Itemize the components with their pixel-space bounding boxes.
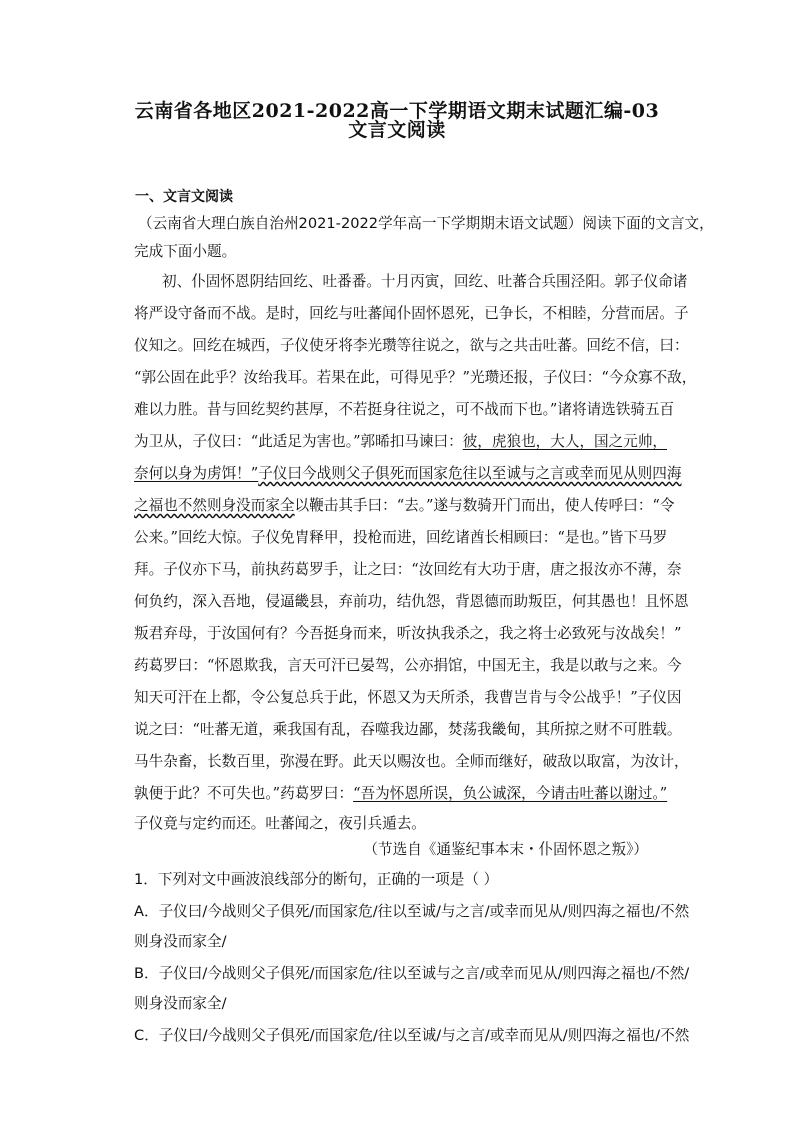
passage-line-4: “郭公固在此乎？汝绐我耳。若果在此，可得见乎？”光瓒还报，子仪曰：“今众寡不敌， — [134, 369, 697, 386]
passage-line-15: 说之曰：“吐蕃无道，乘我国有乱，吞噬我边鄙，焚荡我畿甸，其所掠之财不可胜载。 — [134, 721, 682, 738]
option-a-line-1: A．子仪曰/今战则父子俱死/而国家危/往以至诚/与之言/或幸而见从/则四海之福也/不然 — [134, 903, 690, 920]
underlined-quote-1: 彼，虎狼也，大人，国之元帅， — [462, 433, 668, 450]
passage-line-5: 难以力胜。昔与回纥契约甚厚，不若挺身往说之，可不战而下也。”诸将请选铁骑五百 — [134, 401, 675, 418]
underlined-quote-3: “吾为怀恩所误，负公诚深，今请击吐蕃以谢过。” — [353, 785, 668, 802]
doc-title-line1: 云南省各地区2021-2022高一下学期语文期末试题汇编-03 — [134, 100, 660, 122]
passage-line-9: 公来。”回纥大惊。子仪免胄释甲，投枪而进，回纥诸酋长相顾曰：“是也。”皆下马罗 — [134, 529, 668, 546]
document-page: 云南省各地区2021-2022高一下学期语文期末试题汇编-03 文言文阅读 一、文言文阅读 （云南省大理白族自治州2021-2022学年高一下学期期末语文试题）阅读下面的文言文， 完成下面小题。 初、仆固怀恩阴结回纥、吐番番。十月丙寅，回纥、吐蕃合兵围泾阳。郭子仪命诸 将严设守备而不战。是时，回纥与吐蕃闻仆固怀恩死，已争长，不相睦，分营而居。子 仪知之。回纥在城西，子仪使牙将李光瓒等往说之，欲与之共击吐蕃。回纥不信，曰： “郭公固在此乎？汝绐我耳。若果在此，可得见乎？”光瓒还报，子仪曰：“今众寡不敌， 难以力胜。昔与回纥契约甚厚，不若挺身往说之，可不战而下也。”诸将请选铁骑五百 为卫从，子仪曰：“此适足为害也。”郭晞扣马谏曰：彼，虎狼也，大人，国之元帅， 奈何以身为虏饵！”子仪曰今战则父子俱死而国家危往以至诚与之言或幸而见从则四海 之福也不然则身没而家全以鞭击其手曰：“去。”遂与数骑开门而出，使人传呼曰：“令 公来。”回纥大惊。子仪免胄释甲，投枪而进，回纥诸酋长相顾曰：“是也。”皆下马罗 拜。子仪亦下马，前执药葛罗手，让之曰：“汝回纥有大功于唐，唐之报汝亦不薄，奈 何负约，深入吾地，侵逼畿县，弃前功，结仇怨，背恩德而助叛臣，何其愚也！且怀恩 叛君弃母，于汝国何有？今吾挺身而来，听汝执我杀之，我之将士必致死与汝战矣！” 药葛罗曰：“怀恩欺我，言天可汗已晏驾，公亦捐馆，中国无主，我是以敢与之来。今 知天可汗在上都，令公复总兵于此，怀恩又为天所杀，我曹岂肯与令公战乎！”子仪因 说之曰：“吐蕃无道，乘我国有乱，吞噬我边鄙，焚荡我畿甸，其所掠之财不可胜载。 马牛杂畜，长数百里，弥漫在野。此天以赐汝也。全师而继好，破敌以取富，为汝计， 孰便于此？不可失也。”药葛罗曰：“吾为怀恩所误，负公诚深，今请击吐蕃以谢过。” 子仪竟与定约而还。吐蕃闻之，夜引兵遁去。 （节选自《通鉴纪事本末・仆固怀恩之叛》） 1．下列对文中画波浪线部分的断句，正确的一项是（ ） A．子仪曰/今战则父子俱死/而国家危/往以至诚/与之言/或幸而见从/则四海之福也/不然 则身没而家全/ B．子仪曰/今战则父子俱死/而国家危/往以至诚与之言/或幸而见从/则四海之福也/不然/ 则身没而家全/ C．子仪曰/今战则父子俱死/而国家危/往以至诚/与之言/或幸而见从/则四海之福也/不然 — [0, 0, 794, 1123]
passage-line-10: 拜。子仪亦下马，前执药葛罗手，让之曰：“汝回纥有大功于唐，唐之报汝亦不薄，奈 — [134, 561, 682, 578]
option-b-line-2: 则身没而家全/ — [134, 995, 227, 1012]
passage-line-13: 药葛罗曰：“怀恩欺我，言天可汗已晏驾，公亦捐馆，中国无主，我是以敢与之来。今 — [134, 657, 682, 674]
passage-line-16: 马牛杂畜，长数百里，弥漫在野。此天以赐汝也。全师而继好，破敌以取富，为汝计， — [134, 753, 689, 770]
passage-line-7 — [134, 462, 681, 483]
passage-line-8-text: 以鞭击其手曰：“去。”遂与数骑开门而出，使人传呼曰：“令 — [294, 497, 675, 514]
option-b-line-1: B．子仪曰/今战则父子俱死/而国家危/往以至诚与之言/或幸而见从/则四海之福也/不然/ — [134, 965, 690, 982]
passage-line-11: 何负约，深入吾地，侵逼畿县，弃前功，结仇怨，背恩德而助叛臣，何其愚也！且怀恩 — [134, 593, 689, 610]
intro-line-1: （云南省大理白族自治州2021-2022学年高一下学期期末语文试题）阅读下面的文言文， — [138, 215, 714, 232]
passage-line-6 — [134, 430, 667, 451]
underlined-quote-2: 奈何以身为虏饵！” — [134, 465, 259, 482]
section-heading: 一、文言文阅读 — [135, 189, 233, 205]
option-a-line-2: 则身没而家全/ — [134, 933, 227, 950]
question-1-stem: 1．下列对文中画波浪线部分的断句，正确的一项是（ ） — [134, 871, 499, 888]
passage-line-6-text: 为卫从，子仪曰：“此适足为害也。”郭晞扣马谏曰： — [134, 433, 463, 450]
passage-line-1: 初、仆固怀恩阴结回纥、吐番番。十月丙寅，回纥、吐蕃合兵围泾阳。郭子仪命诸 — [162, 273, 688, 290]
intro-line-2: 完成下面小题。 — [134, 243, 237, 260]
wavy-segment-1: 子仪曰今战则父子俱死而国家危往以至诚与之言或幸而见从则四海 — [258, 465, 682, 482]
passage-line-18: 子仪竟与定约而还。吐蕃闻之，夜引兵遁去。 — [134, 815, 426, 832]
passage-line-14: 知天可汗在上都，令公复总兵于此，怀恩又为天所杀，我曹岂肯与令公战乎！”子仪因 — [134, 689, 682, 706]
passage-line-3: 仪知之。回纥在城西，子仪使牙将李光瓒等往说之，欲与之共击吐蕃。回纥不信，曰： — [134, 337, 689, 354]
passage-source: （节选自《通鉴纪事本末・仆固怀恩之叛》） — [363, 841, 648, 858]
passage-line-12: 叛君弃母，于汝国何有？今吾挺身而来，听汝执我杀之，我之将士必致死与汝战矣！” — [134, 625, 682, 642]
passage-line-17 — [134, 782, 667, 803]
option-c-line-1: C．子仪曰/今战则父子俱死/而国家危/往以至诚/与之言/或幸而见从/则四海之福也/不然 — [134, 1027, 690, 1044]
wavy-segment-2: 之福也不然则身没而家全 — [134, 497, 295, 514]
passage-line-17-text: 孰便于此？不可失也。”药葛罗曰： — [134, 785, 354, 802]
passage-line-8 — [134, 494, 674, 515]
passage-line-2: 将严设守备而不战。是时，回纥与吐蕃闻仆固怀恩死，已争长，不相睦，分营而居。子 — [134, 305, 689, 322]
